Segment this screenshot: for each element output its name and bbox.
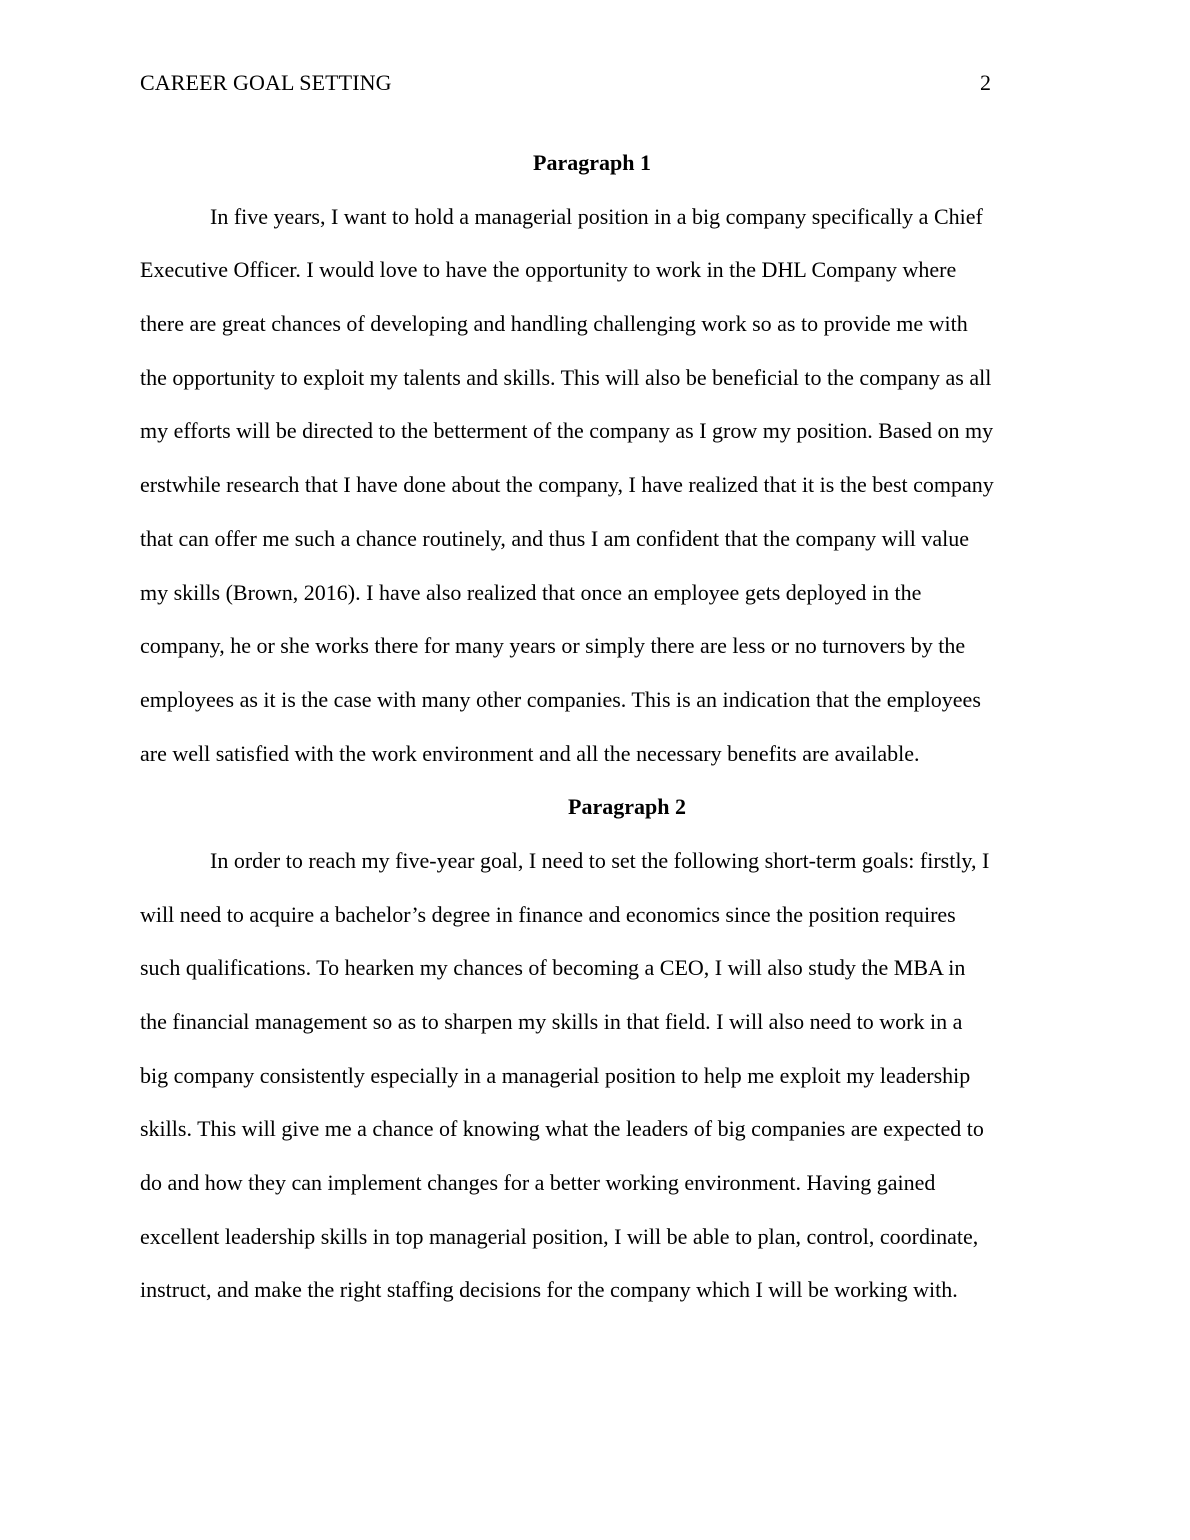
text-line: Executive Officer. I would love to have the opportunity to work in the DHL Company where xyxy=(140,257,957,283)
text-line: In order to reach my five-year goal, I need to set the following short-term goals: firstly, I xyxy=(210,847,990,873)
text-line: such qualifications. To hearken my chances of becoming a CEO, I will also study the MBA in xyxy=(140,955,966,981)
section-heading: Paragraph 1 xyxy=(533,150,651,175)
text-line: the financial management so as to sharpen my skills in that field. I will also need to work in a xyxy=(140,1009,963,1034)
document-body xyxy=(140,136,1050,1317)
text-line: my skills (Brown, 2016). I have also realized that once an employee gets deployed in the xyxy=(140,579,922,605)
running-head: CAREER GOAL SETTING xyxy=(140,70,392,95)
text-line: my efforts will be directed to the betterment of the company as I grow my position. Based on my xyxy=(140,418,994,444)
text-line: the opportunity to exploit my talents and skills. This will also be beneficial to the company as all xyxy=(140,364,992,390)
text-line: skills. This will give me a chance of knowing what the leaders of big companies are expected to xyxy=(140,1116,984,1142)
page-number: 2 xyxy=(980,70,991,95)
section-heading: Paragraph 2 xyxy=(568,794,686,820)
text-line: excellent leadership skills in top managerial position, I will be able to plan, control, coordinate, xyxy=(140,1223,979,1249)
text-line: that can offer me such a chance routinely, and thus I am confident that the company will value xyxy=(140,525,969,551)
text-line: there are great chances of developing and handling challenging work so as to provide me with xyxy=(140,311,968,337)
text-line: do and how they can implement changes for a better working environment. Having gained xyxy=(140,1170,936,1196)
text-line: instruct, and make the right staffing decisions for the company which I will be working with. xyxy=(140,1277,958,1303)
paragraph xyxy=(140,834,1050,1317)
text-line: employees as it is the case with many other companies. This is an indication that the employees xyxy=(140,686,981,712)
text-line: will need to acquire a bachelor’s degree in finance and economics since the position requires xyxy=(140,901,956,927)
text-line: company, he or she works there for many years or simply there are less or no turnovers by the xyxy=(140,633,966,659)
text-line: In five years, I want to hold a managerial position in a big company specifically a Chief xyxy=(210,203,983,229)
paragraph xyxy=(140,190,1050,781)
text-line: erstwhile research that I have done about the company, I have realized that it is the best company xyxy=(140,472,994,498)
text-line: big company consistently especially in a managerial position to help me exploit my leadership xyxy=(140,1062,971,1088)
text-line: are well satisfied with the work environment and all the necessary benefits are available. xyxy=(140,740,920,766)
